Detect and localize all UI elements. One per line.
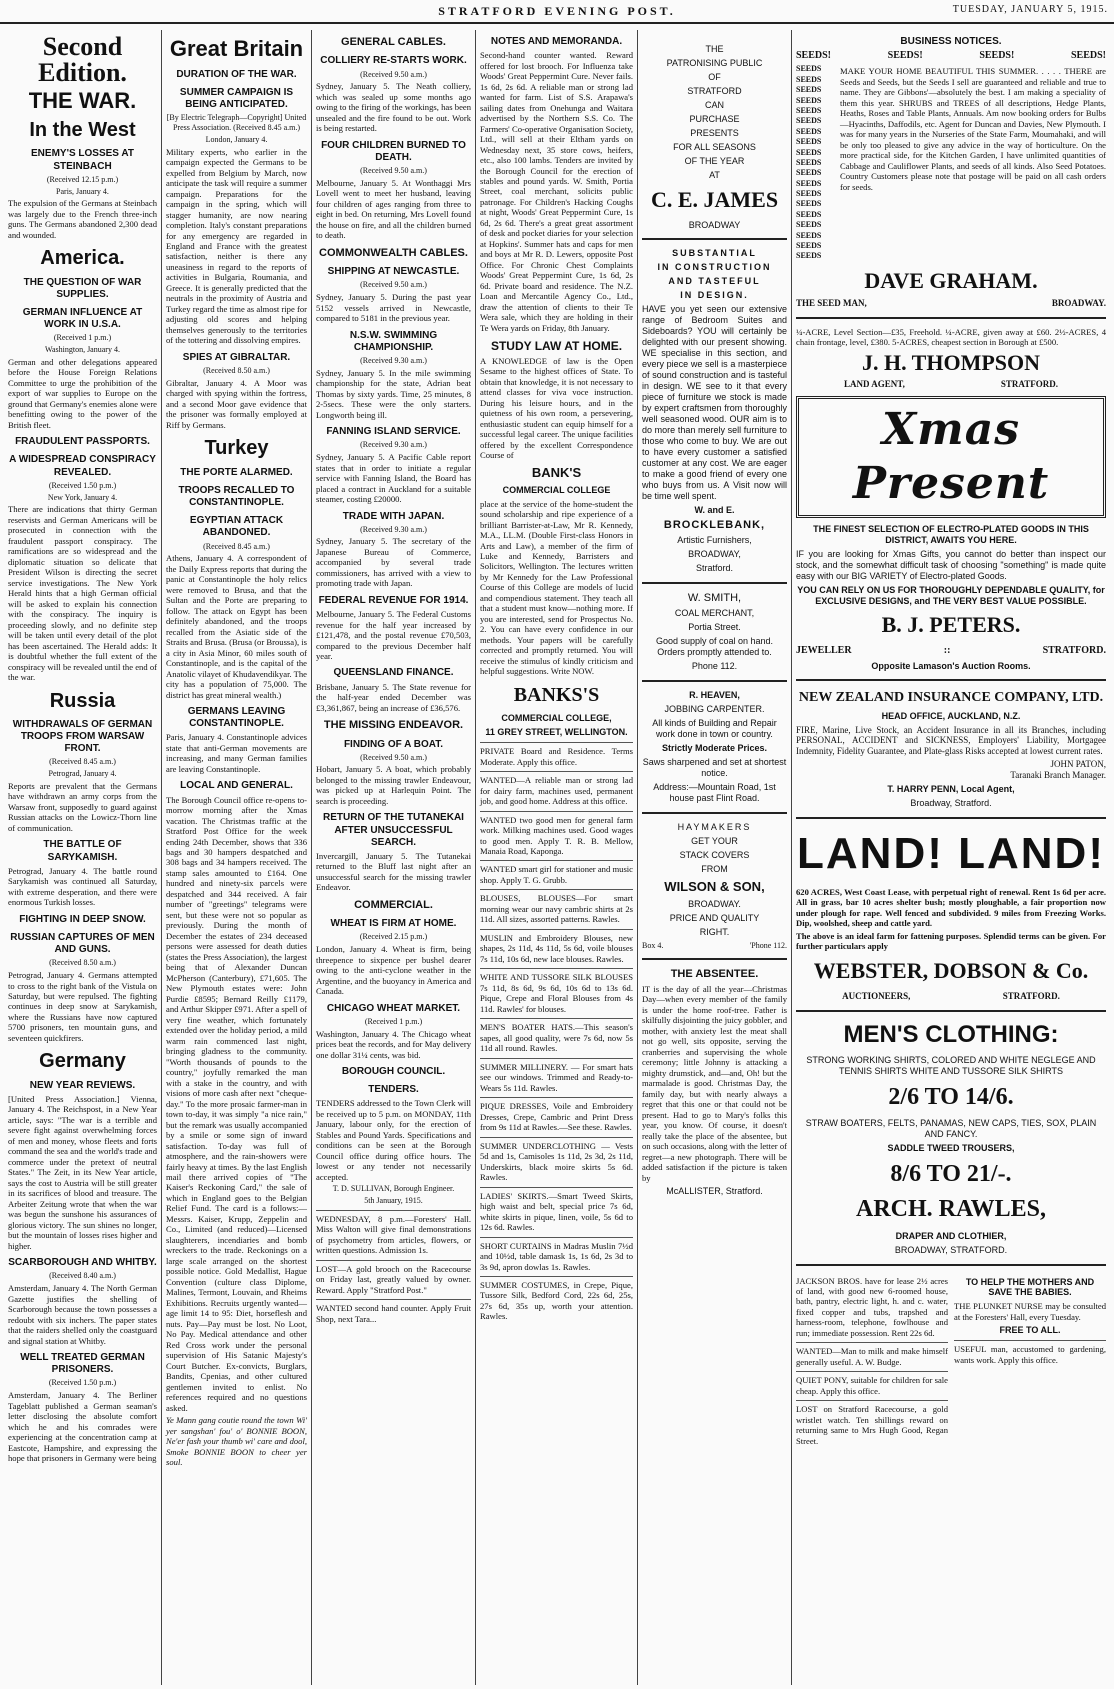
classified-ad: PRIVATE Board and Residence. Terms Moderate. Apply this office. (480, 742, 633, 767)
auctioneer-trade: AUCTIONEERS, (842, 990, 911, 1001)
article-body: There are indications that thirty German reservists and German Americans will be prosecuted in connection with the fraudulent passport conspiracy. The ramifications are so widespread and the diplomatic situation so delicate that President Wilson is directing the secret service investigations. The New York Herald hints that a high German official will be asked to explain his connection with the conspiracy. The inquiry is proceeding slowly, and no definite step will be taken until every detail of the plot has been ascertained. The Herald adds: It is doubtful whether the full extent of the conspiracy will be revealed until the end of the war. (8, 504, 157, 683)
germany-heading: Germany (39, 1050, 126, 1073)
ad-line: OF THE YEAR (684, 155, 745, 166)
ad-line: OF (708, 71, 721, 82)
head-office: HEAD OFFICE, AUCKLAND, N.Z. (881, 710, 1021, 721)
shop-address: BROADWAY. (1051, 297, 1106, 308)
seeds-word: SEEDS (796, 168, 822, 178)
phone: Phone 112. (691, 661, 738, 672)
article-heading: FINDING OF A BOAT. (343, 738, 444, 750)
ad-line: HAYMAKERS (677, 822, 752, 833)
ad-line: STACK COVERS (679, 849, 750, 860)
price-range: 8/6 TO 21/-. (890, 1161, 1012, 1188)
plunket-free: FREE TO ALL. (999, 1325, 1061, 1336)
article-heading: GERMANS LEAVING CONSTANTINOPLE. (187, 706, 286, 730)
notes-body: Second-hand counter wanted. Reward offered for lost brooch. For Influenza take Woods' Great Peppermint Cure. Never fails. 1s 6d, 2s 6d. A reliable man or strong lad wanted for farm. List of S.S. Arapawa's sailing dates from Onehunga and Waitara advertised by the Northern S.S. Co. The Farmers' Co-operative Organisation Society, Ltd., will sell at their Eltham yards on Wednesday next, 35 store cows, heifers, etc., also 100 lambs. Tenders are invited by the Borough Council for the erection of stables and pound yards. W. Smith, Portia Street, coal merchant, solicits public patronage. For Children's Hacking Coughs at night, Woods' Great Peppermint Cure, 1s 6d, 2s 6d. There's a great great assortment of desk and pocket diaries for your selection at Hopkins'. Summer hats and caps for men and boys at Mr R. D. Lewers, opposite Post Office. For Chronic Chest Complaints Woods' Great Peppermint Cure, 1s 6d, 2s 6d. Private board and residence. The N.Z. Loan and Mercantile Agency Co., Ltd., draw the attention of clients to their Te Wera sale, which they are holding in their Te Wera yards on Friday, 8th January. (480, 50, 633, 333)
seeds-label: SEEDS! (1070, 50, 1106, 62)
article-body: Sydney, January 5. During the past year 5152 vessels arrived in Newcastle, compared to 5181 in the previous year. (316, 292, 471, 324)
box-number: Box 4. (642, 940, 664, 950)
ad-line: THE (705, 44, 724, 54)
classified-ad: PIQUE DRESSES, Voile and Embroidery Dresses, Crepe, Cambric and Print Dress from 9s 11d at Rawles.—See these. Rawles. (480, 1097, 633, 1132)
seeds-word: SEEDS (796, 230, 822, 240)
draper-trade: DRAPER AND CLOTHIER, (895, 1230, 1007, 1241)
ad-tagline: THE FINEST SELECTION OF ELECTRO-PLATED GOODS IN THIS DISTRICT, AWAITS YOU HERE. (813, 523, 1089, 545)
seeds-word: SEEDS (796, 157, 822, 167)
shop-name: DAVE GRAHAM. (864, 267, 1038, 293)
seeds-ad (796, 64, 1106, 261)
ad-line: GET YOUR (691, 836, 738, 847)
article-body: Washington, January 4. The Chicago wheat prices beat the records, and for May delivery one dollar 31¼ cents, was bid. (316, 1028, 471, 1060)
college-subtitle: COMMERCIAL COLLEGE (502, 484, 611, 495)
dateline: (Received 2.15 p.m.) (359, 932, 428, 942)
separator: :: (943, 645, 951, 657)
classified-ad: BLOUSES, BLOUSES—For smart morning wear our navy cambric shirts at 2s 11d. All sizes, assorted patterns. Rawles. (480, 889, 633, 924)
auctioneer-name: WEBSTER, DOBSON & Co. (813, 957, 1089, 983)
dateline: (Received 8.50 a.m.) (203, 366, 270, 376)
jeweller-address: Opposite Lamason's Auction Rooms. (871, 660, 1031, 671)
classified-ad: WANTED two good men for general farm work. Milking machines used. Good wages to good men. Apply T. R. B. Mellow, Manaia Road, Kaponga. (480, 811, 633, 857)
seeds-word: SEEDS (796, 189, 822, 199)
article-subheading: A WIDESPREAD CONSPIRACY REVEALED. (9, 454, 156, 478)
seeds-word: SEEDS (796, 147, 822, 157)
ad-line: SUBSTANTIAL (672, 248, 757, 259)
auctioneer-info-row (796, 991, 1106, 1002)
britain-heading: Great Britain (169, 36, 304, 61)
land-ad-body: 620 ACRES, West Coast Lease, with perpetual right of renewal. Rent 1s 6d per acre. All in grass, bar 10 acres shelter bush; mostly ploughable, a fair proportion now under plough for rape. Well fenced and subdivided. 9 miles from Freezing Works. Dip, woolshed, sheep and cattle yard. (796, 886, 1106, 929)
seeds-banner (796, 50, 1106, 62)
ad-heading: THE ABSENTEE. (670, 968, 759, 981)
article-body: Sydney, January 5. The Neath colliery, which was sealed up some months ago owing to the firing of the workings, has been unsealed and the fire found to be out. Work is being restarted. (316, 81, 471, 134)
article-body: Hobart, January 5. A boat, which probably belonged to the missing trawler Endeavour, was picked up at Harlequin Point. The search is proceeding. (316, 764, 471, 806)
james-ad (642, 44, 787, 230)
classified-ad: JACKSON BROS. have for lease 2½ acres of land, with good new 6-roomed house, bath, pantry, electric light, h. and c. water, fixed copper and tubs, trapshed and harness-room, telephone, fowlhouse and run; immediate possession. Rent 22s 6d. (796, 1275, 948, 1338)
shop-name: R. HEAVEN, (689, 690, 740, 701)
seeds-word: SEEDS (796, 209, 822, 219)
ad-line: PURCHASE (689, 113, 740, 124)
column-local-ads (638, 30, 792, 1685)
seeds-label: SEEDS! (796, 50, 832, 62)
dateline: (Received 1.50 p.m.) (48, 1378, 117, 1388)
dateline: Paris, January 4. (56, 186, 109, 196)
article-body: The expulsion of the Germans at Steinbach was largely due to the French three-inch guns. The Germans abandoned 2,300 dead and wounded. (8, 198, 157, 240)
edition-heading: Second Edition. (38, 32, 127, 87)
shop-address: BROADWAY, (688, 549, 741, 560)
manager-title: Taranaki Branch Manager. (1010, 770, 1106, 781)
ad-body: Good supply of coal on hand. Orders promptly attended to. (655, 636, 774, 658)
article-heading: THE BATTLE OF SARYKAMISH. (43, 839, 122, 863)
dateline: (Received 8.45 a.m.) (49, 757, 116, 767)
shop-trade: JOBBING CARPENTER. (664, 704, 765, 715)
article-body: Brisbane, January 5. The State revenue for the half-year ended December was £3,361,867, being an increase of £36,576. (316, 681, 471, 713)
article-heading: FEDERAL REVENUE FOR 1914. (318, 594, 469, 606)
dateline: (Received 9.30 a.m.) (360, 355, 427, 365)
dateline: (Received 9.50 a.m.) (360, 280, 427, 290)
seeds-sidebar (796, 64, 836, 261)
dateline: (Received 9.50 a.m.) (360, 166, 427, 176)
article-heading: DURATION OF THE WAR. (176, 68, 297, 80)
article-heading: SHIPPING AT NEWCASTLE. (327, 266, 460, 278)
ad-line: FROM (701, 863, 728, 874)
ad-tagline: YOU CAN RELY ON US FOR THOROUGHLY DEPENDABLE QUALITY, for EXCLUSIVE DESIGNS, and THE VERY BEST VALUE POSSIBLE. (797, 584, 1105, 606)
bottom-ads (796, 1274, 1106, 1449)
classified-ad: USEFUL man, accustomed to gardening, wants work. Apply this office. (954, 1340, 1106, 1365)
ad-line: CAN (704, 99, 724, 110)
jeweller-name: B. J. PETERS. (881, 612, 1021, 638)
college-address: 11 GREY STREET, WELLINGTON. (485, 727, 628, 738)
shop-name: WILSON & SON, (664, 878, 765, 894)
classified-ad: WHITE AND TUSSORE SILK BLOUSES 7s 11d, 8s 6d, 9s 6d, 10s 6d to 13s 6d. Pique, Crepe and Floral Blouses from 4s 11d. Rawles' for blouses. (480, 968, 633, 1014)
article-heading: FIGHTING IN DEEP SNOW. (19, 913, 146, 925)
columns (4, 30, 1110, 1685)
college-name: BANK'S (531, 464, 582, 480)
seeds-word: SEEDS (796, 64, 822, 74)
article-subheading: GERMAN INFLUENCE AT WORK IN U.S.A. (22, 306, 143, 331)
classified-ad: WANTED—Man to milk and make himself generally useful. A. W. Budge. (796, 1342, 948, 1367)
article-heading: RETURN OF THE TUTANEKAI AFTER UNSUCCESSFUL SEARCH. (323, 812, 464, 848)
article-body: Gibraltar, January 4. A Moor was charged with spying within the fortress, and a second Moor gave evidence that the prisoner was formally employed at Riff by Germans. (166, 377, 307, 430)
turkey-heading: Turkey (204, 437, 269, 460)
ad-line: IN DESIGN. (680, 290, 749, 301)
article-subheading: SUMMER CAMPAIGN IS BEING ANTICIPATED. (179, 87, 294, 111)
furniture-ad-body: HAVE you yet seen our extensive range of Bedroom Suites and Sideboards? YOU will certainly be delighted with our present showing. WE specialise in this section, and every piece we sell is a masterpiece of sound construction and is tasteful in design. WE see to it that every piece of furniture we stock is made by expert craftsmen from thoroughly well seasoned wood. OUR aim is to do more than merely sell furniture to those who come to buy. We are out to have every customer a satisfied customer at any cost. We are eager to make a good friend of every one who buys from us. A Visit now will be time well spent. (642, 304, 787, 501)
article-heading: THE QUESTION OF WAR SUPPLIES. (23, 276, 142, 300)
article-body: Petrograd, January 4. Germans attempted to cross to the right bank of the Vistula on Saturday, but were repulsed. The fighting continues in deep snow at Sarykamish, where the Russians have now captured 5700 prisoners, ten mountain guns, and seventeen quickfirers. (8, 970, 157, 1043)
dateline: (Received 8.40 a.m.) (49, 1271, 116, 1281)
seeds-word: SEEDS (796, 85, 822, 95)
draper-name: ARCH. RAWLES, (855, 1196, 1047, 1223)
shop-address: Address:—Mountain Road, 1st house past Flint Road. (653, 782, 776, 804)
seeds-word: SEEDS (796, 199, 822, 209)
ad-line: RIGHT. (699, 926, 730, 937)
article-subheading: TENDERS. (368, 1084, 419, 1096)
seeds-word: SEEDS (796, 178, 822, 188)
article-heading: FOUR CHILDREN BURNED TO DEATH. (321, 139, 466, 163)
tender-notice: TENDERS addressed to the Town Clerk will be received up to 5 p.m. on MONDAY, 11th January, labour only, for the erection of Stables and Pound Yards. Specifications and conditions can be seen at the Borough Council office during office hours. The lowest or any tender not necessarily accepted. (316, 1098, 471, 1182)
dateline: (Received 9.30 a.m.) (360, 524, 427, 534)
local-agent: T. HARRY PENN, Local Agent, (887, 784, 1015, 795)
article-body: Sydney, January 5. A Pacific Cable report states that in order to initiate a regular service with Fanning Island, the Board has placed a contract in Auckland for a suitable steamer, costing £20000. (316, 452, 471, 505)
dateline: Petrograd, January 4. (48, 769, 117, 779)
article-heading: WHEAT IS FIRM AT HOME. (330, 918, 457, 930)
section-heading: BUSINESS NOTICES. (900, 36, 1002, 47)
dateline: London, January 4. (205, 134, 268, 144)
shop-tagline: Artistic Furnishers, (677, 535, 752, 546)
dateline: (Received 1 p.m.) (364, 1016, 423, 1026)
article-body: Sydney, January 5. The secretary of the Japanese Bureau of Commerce, accompanied by several trade commissioners, has arrived with a view to promoting trade with Japan. (316, 536, 471, 589)
article-heading: BOROUGH COUNCIL. (341, 1066, 446, 1078)
classified-ad: MUSLIN and Embroidery Blouses, new shapes, 2s 11d, 4s 11d, 5s 6d, voile blouses 7s 11d, 10s 6d, new lace blouses. Rawles. (480, 929, 633, 964)
article-heading: COLLIERY RE-STARTS WORK. (320, 55, 467, 67)
dateline: (Received 9.30 a.m.) (360, 440, 427, 450)
dateline: (Received 1.50 p.m.) (48, 480, 117, 490)
article-heading: CHICAGO WHEAT MARKET. (326, 1002, 461, 1014)
article-body: Paris, January 4. Constantinople advices state that anti-German movements are increasing, and many German families are leaving Constantinople. (166, 732, 307, 774)
classified-ad: SUMMER COSTUMES, in Crepe, Pique, Tussore Silk, Bedford Cord, 22s 6d, 25s, 27s 6d, 35s up, worth your attention. Rawles. (480, 1276, 633, 1322)
agent-name: J. H. THOMPSON (861, 349, 1041, 375)
article-body: Reports are prevalent that the Germans have withdrawn an army corps from the Warsaw front, supposedly to guard against Russian attacks on the Lowicz-Thorn line of communication. (8, 780, 157, 833)
shop-address: BROADWAY. (688, 898, 741, 909)
column-war-news (4, 30, 162, 1685)
article-body: Amsterdam, January 4. The Berliner Tageblatt published a German seaman's letter disclosing the absolute comfort which he and his comrades were experiencing at the concentration camp at Eastcote, Hampshire, and expressing the hope that prisoners in Germany were being (8, 1390, 157, 1464)
mens-clothing-heading: MEN'S CLOTHING: (843, 1020, 1059, 1048)
shop-address: Portia Street. (688, 622, 741, 633)
shop-town: Stratford. (695, 563, 733, 574)
west-heading: In the West (29, 119, 136, 141)
ad-line: PATRONISING PUBLIC (666, 57, 763, 68)
classified-ad: LADIES' SKIRTS.—Smart Tweed Skirts, high waist and belt, special price 7s 6d, white skirts in pique, linen, voile, 5s 6d to 12s 6d. Rawles. (480, 1187, 633, 1233)
classified-ad: MEN'S BOATER HATS.—This season's sapes, all good quality, were 7s 6d, now 5s 11d all round. Rawles. (480, 1018, 633, 1053)
article-subheading: RUSSIAN CAPTURES OF MEN AND GUNS. (10, 931, 155, 956)
seeds-body: MAKE YOUR HOME BEAUTIFUL THIS SUMMER. . . . . THERE are Seeds and Seeds, but the Seeds I sell are guaranteed and reliable and true to name. They are Gibbons'—absolutely the best. I am making a speciality of them this year. SHRUBS and TREES of all descriptions, Hedge Plants, Heaths, Roses and Table Plants, Annuals. Am now booking orders for Bulbs—Hyacinths, Daffodils, etc. Agent for Duncan and Davies, New Plymouth. I was for many years in the Nurseries of the State Farm, Moumahaki, and will be only too pleased to give any advice in the way of horticulture. On the more practical side, for the Kitchen Garden, I have unlimited quantities of Cabbage and Cauliflower Plants, and seeds of all kinds. Also Seed Potatoes. Country Customers please note that postage will be paid on all cash orders for seeds. (840, 66, 1106, 192)
jeweller-trade: JEWELLER (796, 645, 852, 657)
xmas-present-banner: Xmas Present (796, 396, 1106, 517)
section-heading: GENERAL CABLES. (341, 36, 446, 48)
article-heading: LOCAL AND GENERAL. (180, 780, 293, 792)
ad-body: IF you are looking for Xmas Gifts, you cannot do better than inspect our stock, and the somewhat difficult task of choosing "something" is made quite easy with our BIG VARIETY of Electro-plated Goods. (796, 548, 1106, 581)
dateline: (Received 9.50 a.m.) (360, 69, 427, 79)
seeds-word: SEEDS (796, 220, 822, 230)
dateline: [By Electric Telegraph—Copyright] United Press Association. (Received 8.45 a.m.) (166, 113, 307, 133)
article-heading: FRAUDULENT PASSPORTS. (15, 436, 150, 448)
ad-body: IT is the day of all the year—Christmas Day—when every member of the family is under the home roof-tree. Father is skilfully disjointing the juicy gobbler, and mother, with anxiety lest the meat shall not go well, sits opposite, serving the cranberries and supervising the whole ceremony; little Johnny is attacking a mighty drumstick, and—and, Oh! but the marmalade is good. Christmas Day, the family day, but with nearly always a regret that this one or that could not be present. Had to go to Mary's folks this year, you know. Of course, it doesn't really take the place of the absentee, but on such occasions, along with the letter of regret—a new photograph. There will be added satisfaction if the picture is taken by (642, 983, 787, 1183)
signature: T. D. SULLIVAN, Borough Engineer. (332, 1184, 455, 1194)
draper-address: BROADWAY, STRATFORD. (894, 1244, 1008, 1255)
photographer: McALLISTER, Stratford. (666, 1186, 763, 1197)
section-heading: NOTES AND MEMORANDA. (490, 36, 623, 47)
bottom-ads-left (796, 1274, 948, 1449)
plunket-body: THE PLUNKET NURSE may be consulted at the Foresters' Hall, every Tuesday. (954, 1301, 1106, 1322)
classified-ad: LOST on Stratford Racecourse, a gold wristlet watch. Ten shillings reward on returning same to Mrs Hugh Good, Regan Street. (796, 1400, 948, 1446)
verse-ad: Ye Mann gang coutie round the town Wi' yer sangshan' fou' o' BONNIE BOON, Ne'er fash your thumb wi' care and dool, Smoke BONNIE BOON to cheer yer soul. (166, 1415, 307, 1468)
classified-ad: QUIET PONY, suitable for children for sale cheap. Apply this office. (796, 1371, 948, 1396)
jeweller-town: STRATFORD. (1042, 645, 1106, 657)
signature-date: 5th January, 1915. (364, 1196, 423, 1206)
seeds-word: SEEDS (796, 137, 822, 147)
column-business-notices (792, 30, 1110, 1685)
college-subtitle: COMMERCIAL COLLEGE, (501, 713, 612, 724)
article-body: Petrograd, January 4. The battle round Sarykamish was continued all Saturday, with extreme desperation, and there were enormous Turkish losses. (8, 865, 157, 908)
ad-body: All kinds of Building and Repair work done in town or country. (652, 718, 777, 740)
classified-ad: LOST—A gold brooch on the Racecourse on Friday last, greatly valued by owner. Reward. Apply "Stratford Post." (316, 1260, 471, 1295)
shop-name: C. E. JAMES (650, 186, 779, 212)
shop-address: BROADWAY (688, 219, 741, 230)
seeds-word: SEEDS (796, 116, 822, 126)
issue-date: TUESDAY, JANUARY 5, 1915. (952, 4, 1108, 15)
dateline: (Received 9.50 a.m.) (360, 752, 427, 762)
article-body: Invercargill, January 5. The Tutanekai returned to the Bluff last night after an unsuccessful search for the missing trawler Endeavor. (316, 850, 471, 893)
masthead (0, 4, 1114, 24)
article-heading: NEW YEAR REVIEWS. (29, 1079, 136, 1091)
college-name-large: BANKS'S (513, 683, 600, 706)
ad-body: Strictly Moderate Prices. (661, 743, 768, 754)
ad-body: place at the service of the home-student the sound scholarship and ripe experience of a brilliant Barrister-at-Law, Mr R. Kennedy, M.A., LL.M. (Double First-class Honors in Arts and Law), a member of the firm of Luke and Kennedy, Barristers and Solicitors, Wellington. The lectures written by Mr Kennedy for the Law Professional Course of this College are models of lucid and compendious statement. They teach all that a student must know—nothing more. If you are interested, send for Prospectus No. 2. You can have every confidence in our methods. Your papers will be carefully corrected and promptly returned. You will receive the stimulus of kindly criticism and helpful suggestions. Write NOW. (480, 498, 633, 677)
auctioneer-town: STRATFORD. (1002, 990, 1060, 1001)
local-agent-address: Broadway, Stratford. (910, 798, 992, 809)
shop-name: W. SMITH, (687, 592, 742, 605)
article-subheading: TROOPS RECALLED TO CONSTANTINOPLE. (178, 484, 295, 508)
column-notes (476, 30, 638, 1685)
article-body: Amsterdam, January 4. The North German Gazette justifies the shelling of Scarborough because the town possesses a redoubt with six inchers. The paper states that the raiders shelled only the coastguard and signal station at Whitby. (8, 1283, 157, 1346)
ad-line: IN CONSTRUCTION (657, 262, 772, 273)
dateline: (Received 12.15 p.m.) (46, 174, 119, 184)
ad-line: STRONG WORKING SHIRTS, COLORED AND WHITE NEGLEGE AND TENNIS SHIRTS WHITE AND TUSSORE SILK SHIRTS (806, 1054, 1096, 1076)
shop-trade: COAL MERCHANT, (674, 608, 755, 619)
agent-trade: LAND AGENT, (844, 379, 905, 390)
article-heading: WELL TREATED GERMAN PRISONERS. (20, 1352, 145, 1376)
article-body: Melbourne, January 5. The Federal Customs revenue for the half year increased by £121,478, and the postal revenue £70,503, compared to the previous December half year. (316, 609, 471, 661)
ad-line: PRICE AND QUALITY (669, 912, 760, 923)
shop-info-row (796, 298, 1106, 309)
plunket-heading: TO HELP THE MOTHERS AND SAVE THE BABIES. (965, 1276, 1095, 1298)
ad-line: PRESENTS (690, 127, 739, 138)
russia-heading: Russia (49, 689, 116, 712)
ad-line: AT (709, 169, 720, 180)
dateline: (Received 8.50 a.m.) (49, 958, 116, 968)
dateline: New York, January 4. (47, 492, 118, 502)
ad-line: AND TASTEFUL (668, 276, 761, 287)
article-body: Melbourne, January 5. At Wonthaggi Mrs Lovell went to meet her husband, leaving four children of ages ranging from three to eight in bed. On returning, Mrs Lovell found the house on fire, and all the children burned to death. (316, 177, 471, 241)
shop-name: W. and E. (694, 504, 735, 515)
contact-row (642, 941, 787, 951)
dateline: Washington, January 4. (45, 345, 120, 355)
ad-line: SADDLE TWEED TROUSERS, (887, 1143, 1015, 1154)
agent-town: STRATFORD. (1000, 379, 1058, 390)
agent-info-row (796, 379, 1106, 390)
article-heading: THE PORTE ALARMED. (180, 466, 293, 478)
classified-ad: WEDNESDAY, 8 p.m.—Foresters' Hall. Miss Walton will give final demonstrations of psychometry from articles, flowers, or written questions. Admission 1s. (316, 1210, 471, 1256)
article-body: Athens, January 4. A correspondent of the Daily Express reports that during the panic at Constantinople the holy relics were removed to Brusa, and that the Sultan and the Porte are preparing to follow. The attack on Egypt has been definitely abandoned, and the troops recalled from the Asiatic side of the Straits and Brusa. (Brusa (or Broussa), is a city in Asia Minor, 60 miles south of Constantinople, and is the capital of the Anatolic vilayet of Khudavendikyar. The city has a population of 75,000. The district has great mineral wealth.) (166, 553, 307, 700)
article-heading: SCARBOROUGH AND WHITBY. (8, 1257, 157, 1269)
phone: 'Phone 112. (749, 940, 787, 950)
classified-ad: SUMMER UNDERCLOTHING — Vests 5d and 1s, Camisoles 1s 11d, 2s 3d, 2s 11d, Underskirts, black moire skirts 5s 6d. Rawles. (480, 1137, 633, 1183)
article-heading: N.S.W. SWIMMING CHAMPIONSHIP. (349, 329, 438, 353)
classified-ad: WANTED—A reliable man or strong lad for dairy farm, machines used, permanent job, and good home. Address at this office. (480, 771, 633, 806)
seeds-word: SEEDS (796, 126, 822, 136)
article-body: German and other delegations appeared before the House Foreign Relations Committee to urge the prohibition of the export of war supplies to Europe on the ground that Germany's enemies alone were benefitting owing to the power of the British fleet. (8, 356, 157, 430)
classified-ad: WANTED smart girl for stationer and music shop. Apply T. G. Grubb. (480, 860, 633, 885)
land-ad-body: The above is an ideal farm for fattening purposes. Splendid terms can be given. For further particulars apply (796, 930, 1106, 952)
article-heading: FANNING ISLAND SERVICE. (326, 426, 461, 438)
manager-name: JOHN PATON, (1050, 759, 1106, 770)
article-heading: WITHDRAWALS OF GERMAN TROOPS FROM WARSAW FRONT. (12, 718, 153, 755)
classified-ad: WANTED second hand counter. Apply Fruit Shop, next Tara... (316, 1299, 471, 1324)
section-heading: COMMERCIAL. (354, 898, 433, 911)
shop-name: BROCKLEBANK, (663, 518, 766, 531)
classified-ad: SUMMER MILLINERY. — For smart hats see our windows. Trimmed and Ready-to-Wears 5s 11d. Rawles. (480, 1058, 633, 1093)
seeds-word: SEEDS (796, 251, 822, 261)
america-heading: America. (40, 247, 125, 270)
article-body: Sydney, January 5. In the mile swimming championship for the state, Adrian beat Thomas by sixty yards. Time, 25 minutes, 8 2-5secs. These were the only starters. Longworth being ill. (316, 367, 471, 420)
ad-body: Saws sharpened and set at shortest notice. (642, 757, 787, 779)
section-heading: THE MISSING ENDEAVOR. (323, 719, 464, 732)
war-heading: THE WAR. (28, 88, 137, 113)
article-heading: SPIES AT GIBRALTAR. (182, 351, 291, 363)
column-cables (312, 30, 476, 1685)
seeds-word: SEEDS (796, 105, 822, 115)
insurance-body: FIRE, Marine, Live Stock, an Accident Insurance in all its Branches, including PERSONAL, ACCIDENT and SICKNESS, Employers' Liability, Mortgagee Indemnity, Fidelity Guarantee, and Plate-glass Risks accepted at lowest current rates. (796, 724, 1106, 757)
article-body: Military experts, who earlier in the campaign expected the Germans to be expelled from Belgium by March, now anticipate the task will require a summer campaign. Preparations for the campaign in the spring, which will stagger humanity, are now nearing completion. Italy's constant preparations for any emergency are regarded in England and France with the greatest satisfaction, neither is there any uneasiness in regard to the reports of activities in Bulgaria, Roumania, and Greece. It is generally predicted that the neutrals in the proximity of Austria and Turkey regard the time as almost ripe for adjusting old scores and helping themselves generously to the territories of the tottering and dissolving empires. (166, 146, 307, 346)
land-banner: LAND! LAND! (797, 829, 1105, 879)
article-body: [United Press Association.] Vienna, January 4. The Reichspost, in a New Year article, says: "The war is a terrible and severe fight against overwhelming forces of men and money, whose fleets and forts command the sea and the world's trade and commerce under the pretext of neutral States." The Zeit, in its New Year article, says the cost to Austria will be still greater in its sacrifices of blood and treasure. The Arbeiter Zeitung wrote that when the war was begun the sunshone his assurances of glorious victory. The sun shines no longer, but the mountain of losses rises higher and higher. (8, 1094, 157, 1251)
ad-body: A KNOWLEDGE of law is the Open Sesame to the highest offices of State. To obtain that knowledge, it is not necessary to attend classes for viva voce instruction. During his leisure hours, and in the quietness of his own room, a persevering, enthusiastic student can equip himself for a successful legal career. The unique facilities offered by the excellent Correspondence Course of (480, 355, 633, 461)
ad-heading: STUDY LAW AT HOME. (490, 339, 623, 354)
article-body: The Borough Council office re-opens to-morrow morning after the Xmas vacation. The Christmas traffic at the Stratford Post Office for the week ending 24th December, shows that 336 bags and 30 hampers despatched and 308 bags and 34 hampers received. The stamp sales amounted to £164. One hundred and ninety-six parcels were despatched and 344 received. A fair number of "greetings" telegrams were sent, but these were not so popular as previously. During the month of December the estates of 234 deceased persons were assessed for death duties (states the Press Association), the largest being that of Alexander Duncan McPherson (Canterbury), £71,605. The New Plymouth estates were: John Purdie £8595; Bernard Reilly £1179, and Arthur Skipper £971. After a spell of very fine weather, which fortunately extended over the holiday period, a mild warm rain commenced last night, bringing gladness to the community. "Worth thousands of pounds to the country," joyfully remarked the man with a stake in the country, and with visions of more cash after next "cheque-day." To the more prosaic farmer-man in town to-day, it was simply "a nice rain," but the remark was usually accompanied by a smile or some sign of inward satisfaction. To-day was full of atmosphere, and the rain-showers were fairly heavy at times. By the last English mail there arrived copies of "The Kaiser's Reckoning Card," the sale of which in England goes to the Belgian Relief Fund. The card is a follows:—Messrs. Kaiser, Krupp, Zeppelin and Co., Limited (and reduced)—Licensed slaughterers, incendiaries and bomb wreckers to the trade. Reckonings on a large scale arranged on the shortest possible notice. Gold Medallist, Hague Convention (culture class Diplome, Malines, Termont, Louvain, and Rheims Exhibitions. Recruits urgently wanted—age limit 14 to 95: Diet, horseflesh and nuts. Pay—Pay must be lost. No Loot, No Pay. Medical attendance and other Red Cross work under the personal supervision of His Satanic Majesty's Court Butcher. Ex-convicts, Burglars, Bandits, Cpenias, and other cultured gentlemen invited to enlist. No references required and no questions asked. (166, 794, 307, 1413)
seeds-label: SEEDS! (979, 50, 1015, 62)
ad-line: STRATFORD (687, 85, 742, 96)
shop-trade: THE SEED MAN, (796, 297, 867, 308)
classified-ad: SHORT CURTAINS in Madras Muslin 7½d and 10½d, table damask 1s, 1s 6d, 2s 3d to 3s 9d, apron dowlas 1s. Rawles. (480, 1237, 633, 1272)
price-range: 2/6 TO 14/6. (888, 1083, 1014, 1110)
article-heading: TRADE WITH JAPAN. (342, 510, 445, 522)
article-heading: QUEENSLAND FINANCE. (333, 667, 454, 679)
ad-line: STRAW BOATERS, FELTS, PANAMAS, NEW CAPS, TIES, SOX, PLAIN AND FANCY. (805, 1118, 1097, 1140)
land-listing: ¼-ACRE, Level Section—£35, Freehold. ¼-ACRE, given away at £60. 2½-ACRES, 4 chain frontage, level, £380. 5-ACRES, cheapest section in Borough at £500. (796, 326, 1106, 348)
jeweller-info-row (796, 645, 1106, 657)
bottom-ads-right (954, 1274, 1106, 1449)
article-heading: ENEMY'S LOSSES AT STEINBACH (31, 148, 134, 172)
seeds-word: SEEDS (796, 74, 822, 84)
dateline: (Received 8.45 a.m.) (203, 541, 270, 551)
article-body: London, January 4. Wheat is firm, being threepence to sixpence per bushel dearer owing to the anti-cyclone weather in the Argentine, and the buoyancy in America and Canada. (316, 944, 471, 997)
newspaper-title: STRATFORD EVENING POST. (438, 4, 676, 18)
seeds-word: SEEDS (796, 241, 822, 251)
dateline: (Received 1 p.m.) (53, 333, 112, 343)
insurance-company-name: NEW ZEALAND INSURANCE COMPANY, LTD. (798, 690, 1104, 706)
article-subheading: EGYPTIAN ATTACK ABANDONED. (189, 515, 284, 539)
column-britain-turkey (162, 30, 312, 1685)
seeds-label: SEEDS! (887, 50, 923, 62)
section-heading: COMMONWEALTH CABLES. (319, 246, 468, 259)
seeds-word: SEEDS (796, 95, 822, 105)
ad-line: FOR ALL SEASONS (673, 141, 756, 152)
